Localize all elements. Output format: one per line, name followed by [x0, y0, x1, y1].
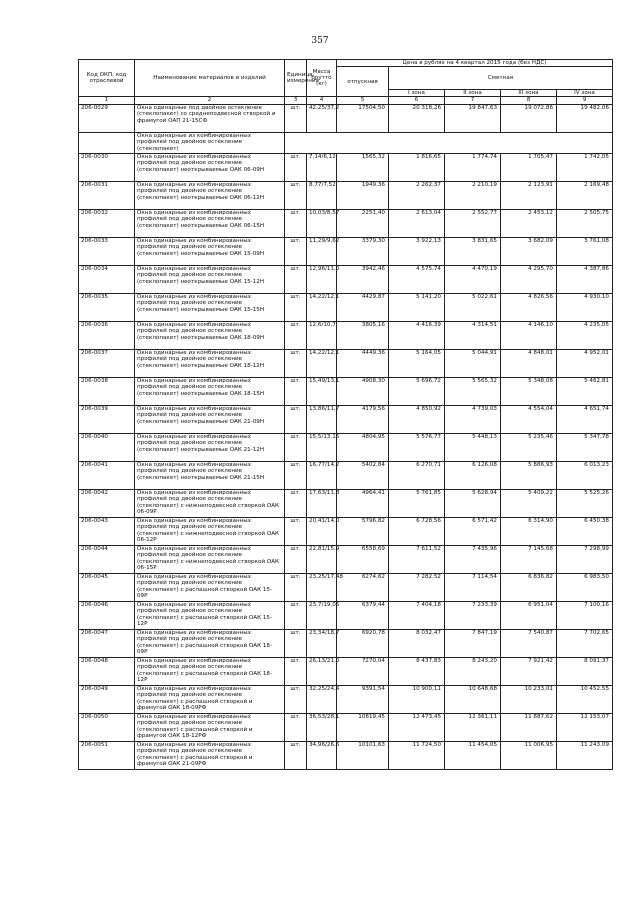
release-price: 6920,78 [337, 630, 389, 658]
release-price: 4449,36 [337, 350, 389, 378]
header-release-price: отпускная [337, 67, 389, 97]
item-unit: шт. [285, 518, 307, 546]
item-name [135, 238, 285, 266]
item-name-text: Окна одинарные из комбинированных профилей под двойное остекление (стеклопакет) с распашной створкой ОАК 18-09Р [137, 630, 272, 655]
zone-1-price: 4 416,39 [389, 322, 445, 350]
item-code: 206-0033 [79, 238, 135, 266]
zone-1-price: 1 816,65 [389, 154, 445, 182]
zone-4-price: 4 387,86 [557, 266, 613, 294]
item-code: 206-0034 [79, 266, 135, 294]
item-unit: шт. [285, 378, 307, 406]
table-row [79, 182, 613, 210]
zone-1-price: 20 318,26 [389, 105, 445, 133]
item-code: 206-0039 [79, 406, 135, 434]
item-name [135, 105, 285, 133]
item-code: 206-0046 [79, 602, 135, 630]
zone-3-price: 7 921,42 [501, 658, 557, 686]
release-price: 2251,40 [337, 210, 389, 238]
item-code: 206-0030 [79, 154, 135, 182]
column-number: 5 [337, 97, 389, 105]
item-name [135, 154, 285, 182]
item-code: 206-0049 [79, 686, 135, 714]
item-code: 206-0032 [79, 210, 135, 238]
item-name-text: Окна одинарные из комбинированных профилей под двойное остекление (стеклопакет) с распашной створкой и фрамугой ОАК 18-09РФ [137, 686, 253, 711]
header-name: Наименование материалов и изделий [135, 60, 285, 97]
item-name-text: Окна одинарные из комбинированных профилей под двойное остекление (стеклопакет) неоткрываемые ОАК 15-09Н [137, 238, 265, 257]
item-name [135, 490, 285, 518]
zone-3-price: 6 951,04 [501, 602, 557, 630]
zone-3-price: 19 072,86 [501, 105, 557, 133]
zone-2-price: 6 126,08 [445, 462, 501, 490]
zone-3-price: 4 826,56 [501, 294, 557, 322]
zone-2-price: 4 470,19 [445, 266, 501, 294]
item-name-text: Окна одинарные из комбинированных профилей под двойное остекление (стеклопакет) с распашной створкой и фрамугой ОАК 18-12РФ [137, 714, 253, 739]
item-mass: 13,86/11,7 [307, 406, 337, 434]
release-price: 6379,44 [337, 602, 389, 630]
item-name [135, 350, 285, 378]
item-mass: 36,53/28,1 [307, 714, 337, 742]
item-name [135, 518, 285, 546]
item-unit: шт. [285, 658, 307, 686]
column-number: 3 [285, 97, 307, 105]
zone-4-price: 7 702,65 [557, 630, 613, 658]
item-mass: 32,25/24,4 [307, 686, 337, 714]
release-price: 10819,45 [337, 714, 389, 742]
item-name-text: Окна одинарные из комбинированных профилей под двойное остекление (стеклопакет) с распашной створкой и фрамугой ОАК 21-09РФ [137, 742, 253, 767]
column-number-row [79, 97, 613, 105]
release-price: 4179,56 [337, 406, 389, 434]
table-row [79, 574, 613, 602]
zone-1-price: 6 270,71 [389, 462, 445, 490]
item-mass: 15,49/13,1 [307, 378, 337, 406]
release-price: 6274,62 [337, 574, 389, 602]
zone-4-price: 4 930,10 [557, 294, 613, 322]
zone-2-price: 6 571,42 [445, 518, 501, 546]
item-unit: шт. [285, 714, 307, 742]
zone-1-price: 4 575,74 [389, 266, 445, 294]
zone-4-price: 5 525,26 [557, 490, 613, 518]
item-name [135, 658, 285, 686]
zone-2-price: 2 552,77 [445, 210, 501, 238]
item-name [135, 602, 285, 630]
item-unit: шт. [285, 686, 307, 714]
zone-4-price: 4 952,01 [557, 350, 613, 378]
zone-1-price: 3 922,13 [389, 238, 445, 266]
table-row [79, 105, 613, 133]
table-row [79, 406, 613, 434]
item-unit: шт. [285, 546, 307, 574]
zone-4-price: 1 742,05 [557, 154, 613, 182]
item-name-text: Окна одинарные из комбинированных профилей под двойное остекление (стеклопакет) с распашной створкой ОАК 18-12Р [137, 658, 272, 683]
item-unit: шт. [285, 602, 307, 630]
release-price: 17504,50 [337, 105, 389, 133]
item-name [135, 182, 285, 210]
item-mass: 14,22/12,1 [307, 350, 337, 378]
zone-2-price: 8 243,20 [445, 658, 501, 686]
zone-4-price: 3 761,08 [557, 238, 613, 266]
zone-1-price: 2 262,37 [389, 182, 445, 210]
zone-3-price: 6 314,90 [501, 518, 557, 546]
zone-4-price: 6 013,23 [557, 462, 613, 490]
table-row [79, 154, 613, 182]
zone-3-price: 4 295,70 [501, 266, 557, 294]
table-row [79, 210, 613, 238]
zone-4-price: 19 482,06 [557, 105, 613, 133]
item-mass: 22,81/15,9 [307, 546, 337, 574]
zone-2-price: 19 847,63 [445, 105, 501, 133]
zone-3-price: 11 887,62 [501, 714, 557, 742]
zone-2-price: 5 022,61 [445, 294, 501, 322]
release-price: 4804,95 [337, 434, 389, 462]
item-unit: шт. [285, 574, 307, 602]
zone-2-price: 11 454,05 [445, 742, 501, 770]
zone-2-price: 5 628,94 [445, 490, 501, 518]
zone-3-price: 7 540,87 [501, 630, 557, 658]
table-row [79, 630, 613, 658]
header-price-group: Цена в рублях на 4 квартал 2015 года (без НДС) [337, 60, 613, 67]
item-unit: шт. [285, 630, 307, 658]
item-name-text: Окна одинарные из комбинированных профилей под двойное остекление (стеклопакет) неоткрываемые ОАК 21-09Н [137, 406, 265, 425]
zone-3-price: 2 123,91 [501, 182, 557, 210]
item-name-text: Окна одинарные из комбинированных профилей под двойное остекление (стеклопакет) с распашной створкой ОАК 15-09Р [137, 574, 272, 599]
release-price: 3942,46 [337, 266, 389, 294]
header-zone-4: IV зона [557, 89, 613, 96]
section-empty-cell [285, 133, 613, 154]
zone-3-price: 2 453,12 [501, 210, 557, 238]
item-unit: шт. [285, 742, 307, 770]
zone-1-price: 5 164,05 [389, 350, 445, 378]
zone-1-price: 7 282,52 [389, 574, 445, 602]
table-row [79, 266, 613, 294]
zone-2-price: 3 831,65 [445, 238, 501, 266]
zone-3-price: 5 348,08 [501, 378, 557, 406]
item-mass: 34,96/26,6 [307, 742, 337, 770]
table-row [79, 686, 613, 714]
item-code: 206-0051 [79, 742, 135, 770]
zone-2-price: 5 448,13 [445, 434, 501, 462]
item-code: 206-0048 [79, 658, 135, 686]
zone-3-price: 1 705,47 [501, 154, 557, 182]
table-row [79, 378, 613, 406]
item-unit: шт. [285, 406, 307, 434]
item-code: 206-0036 [79, 322, 135, 350]
item-mass: 23,34/18,7 [307, 630, 337, 658]
item-mass: 23,7/19,06 [307, 602, 337, 630]
zone-2-price: 7 114,54 [445, 574, 501, 602]
table-row [79, 518, 613, 546]
item-unit: шт. [285, 105, 307, 133]
zone-3-price: 3 682,09 [501, 238, 557, 266]
zone-2-price: 5 565,32 [445, 378, 501, 406]
zone-1-price: 5 761,85 [389, 490, 445, 518]
table-row [79, 322, 613, 350]
item-mass: 15,5/13,16 [307, 434, 337, 462]
item-code: 206-0038 [79, 378, 135, 406]
zone-2-price: 10 648,68 [445, 686, 501, 714]
item-unit: шт. [285, 238, 307, 266]
zone-4-price: 11 243,09 [557, 742, 613, 770]
item-name [135, 574, 285, 602]
item-name-text: Окна одинарные из комбинированных профилей под двойное остекление (стеклопакет) неоткрываемые ОАК 21-15Н [137, 462, 265, 481]
zone-3-price: 4 146,10 [501, 322, 557, 350]
item-code: 206-0050 [79, 714, 135, 742]
zone-1-price: 7 611,52 [389, 546, 445, 574]
zone-4-price: 6 983,50 [557, 574, 613, 602]
release-price: 5402,84 [337, 462, 389, 490]
item-mass: 10,03/8,57 [307, 210, 337, 238]
item-name [135, 210, 285, 238]
column-number: 8 [501, 97, 557, 105]
zone-2-price: 12 361,11 [445, 714, 501, 742]
zone-4-price: 2 505,75 [557, 210, 613, 238]
zone-1-price: 8 437,83 [389, 658, 445, 686]
item-name [135, 742, 285, 770]
zone-1-price: 2 613,04 [389, 210, 445, 238]
item-mass: 12,6/10,7 [307, 322, 337, 350]
item-name-text: Окна одинарные из комбинированных профилей под двойное остекление (стеклопакет) с нижнеподвесной створкой ОАК 06-15Р [137, 546, 280, 571]
item-name-text: Окна одинарные из комбинированных профилей под двойное остекление (стеклопакет) неоткрываемые ОАК 06-12Н [137, 182, 265, 201]
release-price: 1565,32 [337, 154, 389, 182]
item-unit: шт. [285, 434, 307, 462]
item-unit: шт. [285, 294, 307, 322]
item-code: 206-0047 [79, 630, 135, 658]
zone-2-price: 4 739,03 [445, 406, 501, 434]
release-price: 4908,30 [337, 378, 389, 406]
zone-4-price: 2 169,48 [557, 182, 613, 210]
zone-2-price: 5 044,91 [445, 350, 501, 378]
zone-4-price: 4 235,05 [557, 322, 613, 350]
zone-1-price: 5 576,77 [389, 434, 445, 462]
item-name [135, 322, 285, 350]
column-number: 4 [307, 97, 337, 105]
zone-3-price: 5 235,46 [501, 434, 557, 462]
item-code: 206-0040 [79, 434, 135, 462]
table-body [79, 105, 613, 770]
zone-3-price: 7 145,68 [501, 546, 557, 574]
release-price: 6558,69 [337, 546, 389, 574]
item-code: 206-0044 [79, 546, 135, 574]
release-price: 3379,30 [337, 238, 389, 266]
item-unit: шт. [285, 322, 307, 350]
zone-2-price: 2 210,19 [445, 182, 501, 210]
price-table [78, 59, 613, 770]
zone-3-price: 5 886,93 [501, 462, 557, 490]
zone-4-price: 5 347,78 [557, 434, 613, 462]
zone-4-price: 12 153,07 [557, 714, 613, 742]
zone-4-price: 5 462,81 [557, 378, 613, 406]
table-row [79, 434, 613, 462]
release-price: 1949,36 [337, 182, 389, 210]
zone-1-price: 11 724,50 [389, 742, 445, 770]
zone-1-price: 4 850,92 [389, 406, 445, 434]
zone-1-price: 12 473,45 [389, 714, 445, 742]
item-name-text: Окна одинарные из комбинированных профилей под двойное остекление (стеклопакет) неоткрываемые ОАК 06-15Н [137, 210, 265, 229]
item-name [135, 434, 285, 462]
header-estimate-price: Сметная [389, 67, 613, 90]
item-name-text: Окна одинарные из комбинированных профилей под двойное остекление (стеклопакет) неоткрываемые ОАК 06-09Н [137, 154, 265, 173]
item-mass: 26,13/21,0 [307, 658, 337, 686]
zone-1-price: 5 696,72 [389, 378, 445, 406]
item-mass: 16,77/14,2 [307, 462, 337, 490]
item-code: 206-0029 [79, 105, 135, 133]
item-name-text: Окна одинарные из комбинированных профилей под двойное остекление (стеклопакет) неоткрываемые ОАК 21-12Н [137, 434, 265, 453]
item-mass: 8,77/7,52 [307, 182, 337, 210]
item-name [135, 630, 285, 658]
column-number: 1 [79, 97, 135, 105]
zone-3-price: 5 409,22 [501, 490, 557, 518]
zone-2-price: 1 774,74 [445, 154, 501, 182]
item-unit: шт. [285, 210, 307, 238]
release-price: 4964,41 [337, 490, 389, 518]
item-name-text: Окна одинарные из комбинированных профилей под двойное остекление (стеклопакет) с нижнеподвесной створкой ОАК 06-09Р [137, 490, 280, 515]
item-mass: 42,25/37,2 [307, 105, 337, 133]
item-name [135, 406, 285, 434]
zone-4-price: 6 450,38 [557, 518, 613, 546]
item-code: 206-0037 [79, 350, 135, 378]
item-unit: шт. [285, 266, 307, 294]
zone-4-price: 7 100,16 [557, 602, 613, 630]
zone-1-price: 6 728,56 [389, 518, 445, 546]
item-code: 206-0035 [79, 294, 135, 322]
zone-3-price: 6 836,82 [501, 574, 557, 602]
item-name [135, 266, 285, 294]
page-number: 357 [311, 36, 329, 46]
zone-4-price: 4 651,74 [557, 406, 613, 434]
item-name-text: Окна одинарные под двойное остекление (стеклопакет) со среднеподвесной створкой и фрамугой ОАП 21-15СФ [137, 105, 276, 124]
item-name [135, 686, 285, 714]
item-code: 206-0031 [79, 182, 135, 210]
item-code: 206-0043 [79, 518, 135, 546]
item-unit: шт. [285, 154, 307, 182]
release-price: 4429,87 [337, 294, 389, 322]
item-mass: 14,22/12,1 [307, 294, 337, 322]
table-row [79, 742, 613, 770]
zone-2-price: 7 847,19 [445, 630, 501, 658]
zone-4-price: 10 452,55 [557, 686, 613, 714]
zone-4-price: 8 091,37 [557, 658, 613, 686]
zone-4-price: 7 298,99 [557, 546, 613, 574]
item-mass: 23,25/17,48 [307, 574, 337, 602]
item-name-text: Окна одинарные из комбинированных профилей под двойное остекление (стеклопакет) с нижнеподвесной створкой ОАК 06-12Р [137, 518, 280, 543]
table-row [79, 462, 613, 490]
table-row [79, 546, 613, 574]
header-code: Код ОКП, код отраслевой [79, 60, 135, 97]
release-price: 10101,63 [337, 742, 389, 770]
header-zone-3: III зона [501, 89, 557, 96]
item-code: 206-0045 [79, 574, 135, 602]
release-price: 7270,04 [337, 658, 389, 686]
item-name-text: Окна одинарные из комбинированных профилей под двойное остекление (стеклопакет) неоткрываемые ОАК 18-09Н [137, 322, 265, 341]
item-mass: 11,29/9,62 [307, 238, 337, 266]
column-number: 9 [557, 97, 613, 105]
zone-1-price: 7 404,18 [389, 602, 445, 630]
item-mass: 20,41/14,0 [307, 518, 337, 546]
table-row [79, 238, 613, 266]
table-row [79, 490, 613, 518]
item-name-text: Окна одинарные из комбинированных профилей под двойное остекление (стеклопакет) с распашной створкой ОАК 15-12Р [137, 602, 272, 627]
item-name-text: Окна одинарные из комбинированных профилей под двойное остекление (стеклопакет) неоткрываемые ОАК 15-15Н [137, 294, 265, 313]
zone-1-price: 5 141,20 [389, 294, 445, 322]
table-row [79, 714, 613, 742]
zone-3-price: 10 233,01 [501, 686, 557, 714]
item-code: 206-0041 [79, 462, 135, 490]
section-title: Окна одинарные из комбинированных профилей под двойное остекление (стеклопакет) [135, 133, 285, 154]
release-price: 9391,54 [337, 686, 389, 714]
item-mass: 17,63/11,8 [307, 490, 337, 518]
section-empty-cell [79, 133, 135, 154]
item-name-text: Окна одинарные из комбинированных профилей под двойное остекление (стеклопакет) неоткрываемые ОАК 15-12Н [137, 266, 265, 285]
release-price: 5796,82 [337, 518, 389, 546]
zone-3-price: 11 006,95 [501, 742, 557, 770]
item-name-text: Окна одинарные из комбинированных профилей под двойное остекление (стеклопакет) неоткрываемые ОАК 18-15Н [137, 378, 265, 397]
section-row [79, 133, 613, 154]
item-unit: шт. [285, 350, 307, 378]
item-mass: 7,14/6,12 [307, 154, 337, 182]
item-name [135, 546, 285, 574]
item-name [135, 294, 285, 322]
column-number: 2 [135, 97, 285, 105]
zone-2-price: 7 233,39 [445, 602, 501, 630]
header-zone-2: II зона [445, 89, 501, 96]
header-mass: Масса брутто (кг) [307, 60, 337, 97]
zone-3-price: 4 848,01 [501, 350, 557, 378]
item-name-text: Окна одинарные из комбинированных профилей под двойное остекление (стеклопакет) неоткрываемые ОАК 18-12Н [137, 350, 265, 369]
column-number: 7 [445, 97, 501, 105]
release-price: 3805,16 [337, 322, 389, 350]
header-zone-1: I зона [389, 89, 445, 96]
column-number: 6 [389, 97, 445, 105]
item-name [135, 462, 285, 490]
table-row [79, 294, 613, 322]
table-row [79, 350, 613, 378]
zone-2-price: 7 435,96 [445, 546, 501, 574]
item-unit: шт. [285, 490, 307, 518]
table-row [79, 602, 613, 630]
zone-3-price: 4 554,04 [501, 406, 557, 434]
header-unit: Единица измерения [285, 60, 307, 97]
zone-2-price: 4 314,51 [445, 322, 501, 350]
item-code: 206-0042 [79, 490, 135, 518]
zone-1-price: 8 032,47 [389, 630, 445, 658]
table-row [79, 658, 613, 686]
item-mass: 12,96/11,0 [307, 266, 337, 294]
item-unit: шт. [285, 182, 307, 210]
item-name [135, 378, 285, 406]
item-unit: шт. [285, 462, 307, 490]
zone-1-price: 10 900,11 [389, 686, 445, 714]
item-name [135, 714, 285, 742]
